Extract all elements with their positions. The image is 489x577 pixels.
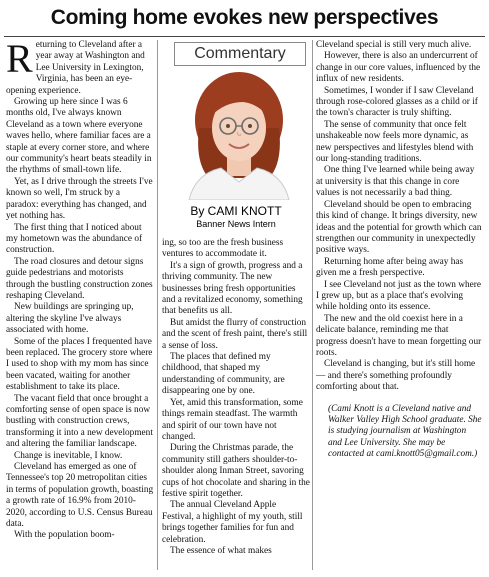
- author-name: By CAMI KNOTT: [190, 204, 282, 218]
- column-divider: [312, 40, 313, 570]
- paragraph: The sense of community that once felt unshakeable now feels more dynamic, as new perspectives and lifestyles blend with our long-standing traditions.: [316, 119, 474, 165]
- paragraph: Cleveland special is still very much alive.: [316, 40, 472, 50]
- lead-paragraph-text: eturning to Cleveland after a year away at Washington and Lee University in Lexington, Virginia, has been an eye-opening experience.: [6, 40, 145, 96]
- paragraph: The first thing that I noticed about my hometown was the abundance of construction.: [6, 222, 143, 256]
- paragraph: One thing I've learned while being away at university is that this change in core values is not necessarily a bad thing.: [316, 165, 475, 199]
- paragraph: Returning home after being away has given me a fresh perspective.: [316, 256, 464, 279]
- column-divider: [157, 40, 158, 570]
- paragraph: Growing up here since I was 6 months old, I've always known Cleveland as a town where everyone waves hello, where familiar faces are a staple at every corner store, and where our community's heart beats steadily in the rhythms of small-town life.: [6, 97, 152, 176]
- paragraph: The vacant field that once brought a comforting sense of open space is now bustling with construction crews, transforming it into a new development and altering the familiar landscape.: [6, 393, 153, 450]
- paragraph: The annual Cleveland Apple Festival, a highlight of my youth, still brings together families for fun and celebration.: [162, 500, 303, 545]
- article-column-1: [6, 36, 154, 542]
- paragraph: But amidst the flurry of construction and the scent of fresh paint, there's still a sense of loss.: [162, 317, 308, 351]
- paragraph: With the population boom-: [14, 530, 115, 541]
- author-note-text: (Cami Knott is a Cleveland native and Walker Valley High School graduate. She is studying journalism at Washington and Lee University. She may be contacted at cami.knott05@gmail.com.): [328, 403, 482, 460]
- paragraph: The places that defined my childhood, that shaped my understanding of community, are disappearing one by one.: [162, 352, 285, 397]
- author-note: [316, 404, 482, 461]
- paragraph: Cleveland has emerged as one of Tennessee's top 20 metropolitan cities in terms of population growth, boasting a growth rate of 16.9% from 2010-2020, according to U.S. Census Bureau data.: [6, 462, 154, 530]
- paragraph: It's a sign of growth, progress and a thriving community. The new businesses bring fresh opportunities and a revitalized economy, something that benefits us all.: [162, 260, 303, 317]
- paragraph: The new and the old coexist here in a delicate balance, reminding me that progress doesn't have to mean forgetting our roots.: [316, 313, 482, 358]
- author-photo: [181, 68, 297, 200]
- paragraph: Sometimes, I wonder if I saw Cleveland through rose-colored glasses as a child or if the town's character is truly shifting.: [316, 85, 478, 119]
- paragraph: The essence of what makes: [170, 545, 272, 556]
- paragraph: However, there is also an undercurrent of change in our core values, influenced by the influx of new residents.: [316, 51, 481, 85]
- paragraph: Cleveland should be open to embracing this kind of change. It brings diversity, new ideas and the potential for growth which can strengthen our community in unexpectedly positive ways.: [316, 199, 482, 256]
- paragraph: Yet, as I drive through the streets I've known so well, I'm struck by a paradox: everything has changed, and yet nothing has.: [6, 176, 153, 222]
- headline-rule: [4, 36, 485, 37]
- paragraph: During the Christmas parade, the community still gathers shoulder-to-shoulder along Inman Street, savoring cups of hot chocolate and sharing in the festive spirit together.: [162, 443, 310, 499]
- author-title: Banner News Intern: [196, 219, 276, 229]
- paragraph: Some of the places I frequented have been replaced. The grocery store where I used to shop with my mom has since been vacated, waiting for another establishment to take its place.: [6, 336, 153, 393]
- article-column-2: [162, 238, 310, 557]
- article-column-3: [316, 40, 482, 461]
- byline: [162, 204, 310, 230]
- paragraph: Change is inevitable, I know.: [14, 450, 123, 461]
- paragraph: New buildings are springing up, altering the skyline I've always associated with home.: [6, 302, 134, 336]
- paragraph: The road closures and detour signs guide pedestrians and motorists through the bustling construction zones reshaping Cleveland.: [6, 256, 153, 301]
- lead-paragraph: [6, 36, 154, 97]
- drop-cap: R: [6, 36, 33, 81]
- paragraph: Cleveland is changing, but it's still home — and there's something profoundly comforting about that.: [316, 359, 476, 393]
- section-label: Commentary: [194, 45, 286, 62]
- paragraph: I see Cleveland not just as the town where I grew up, but as a place that's evolving while holding onto its essence.: [316, 279, 481, 313]
- paragraph: ing, so too are the fresh business ventures to accommodate it.: [162, 238, 284, 260]
- section-label-box: [174, 42, 306, 66]
- paragraph: Yet, amid this transformation, some things remain steadfast. The warmth and spirit of our town have not changed.: [162, 397, 303, 442]
- headline: Coming home evokes new perspectives: [50, 6, 439, 29]
- author-portrait-icon: [181, 68, 297, 200]
